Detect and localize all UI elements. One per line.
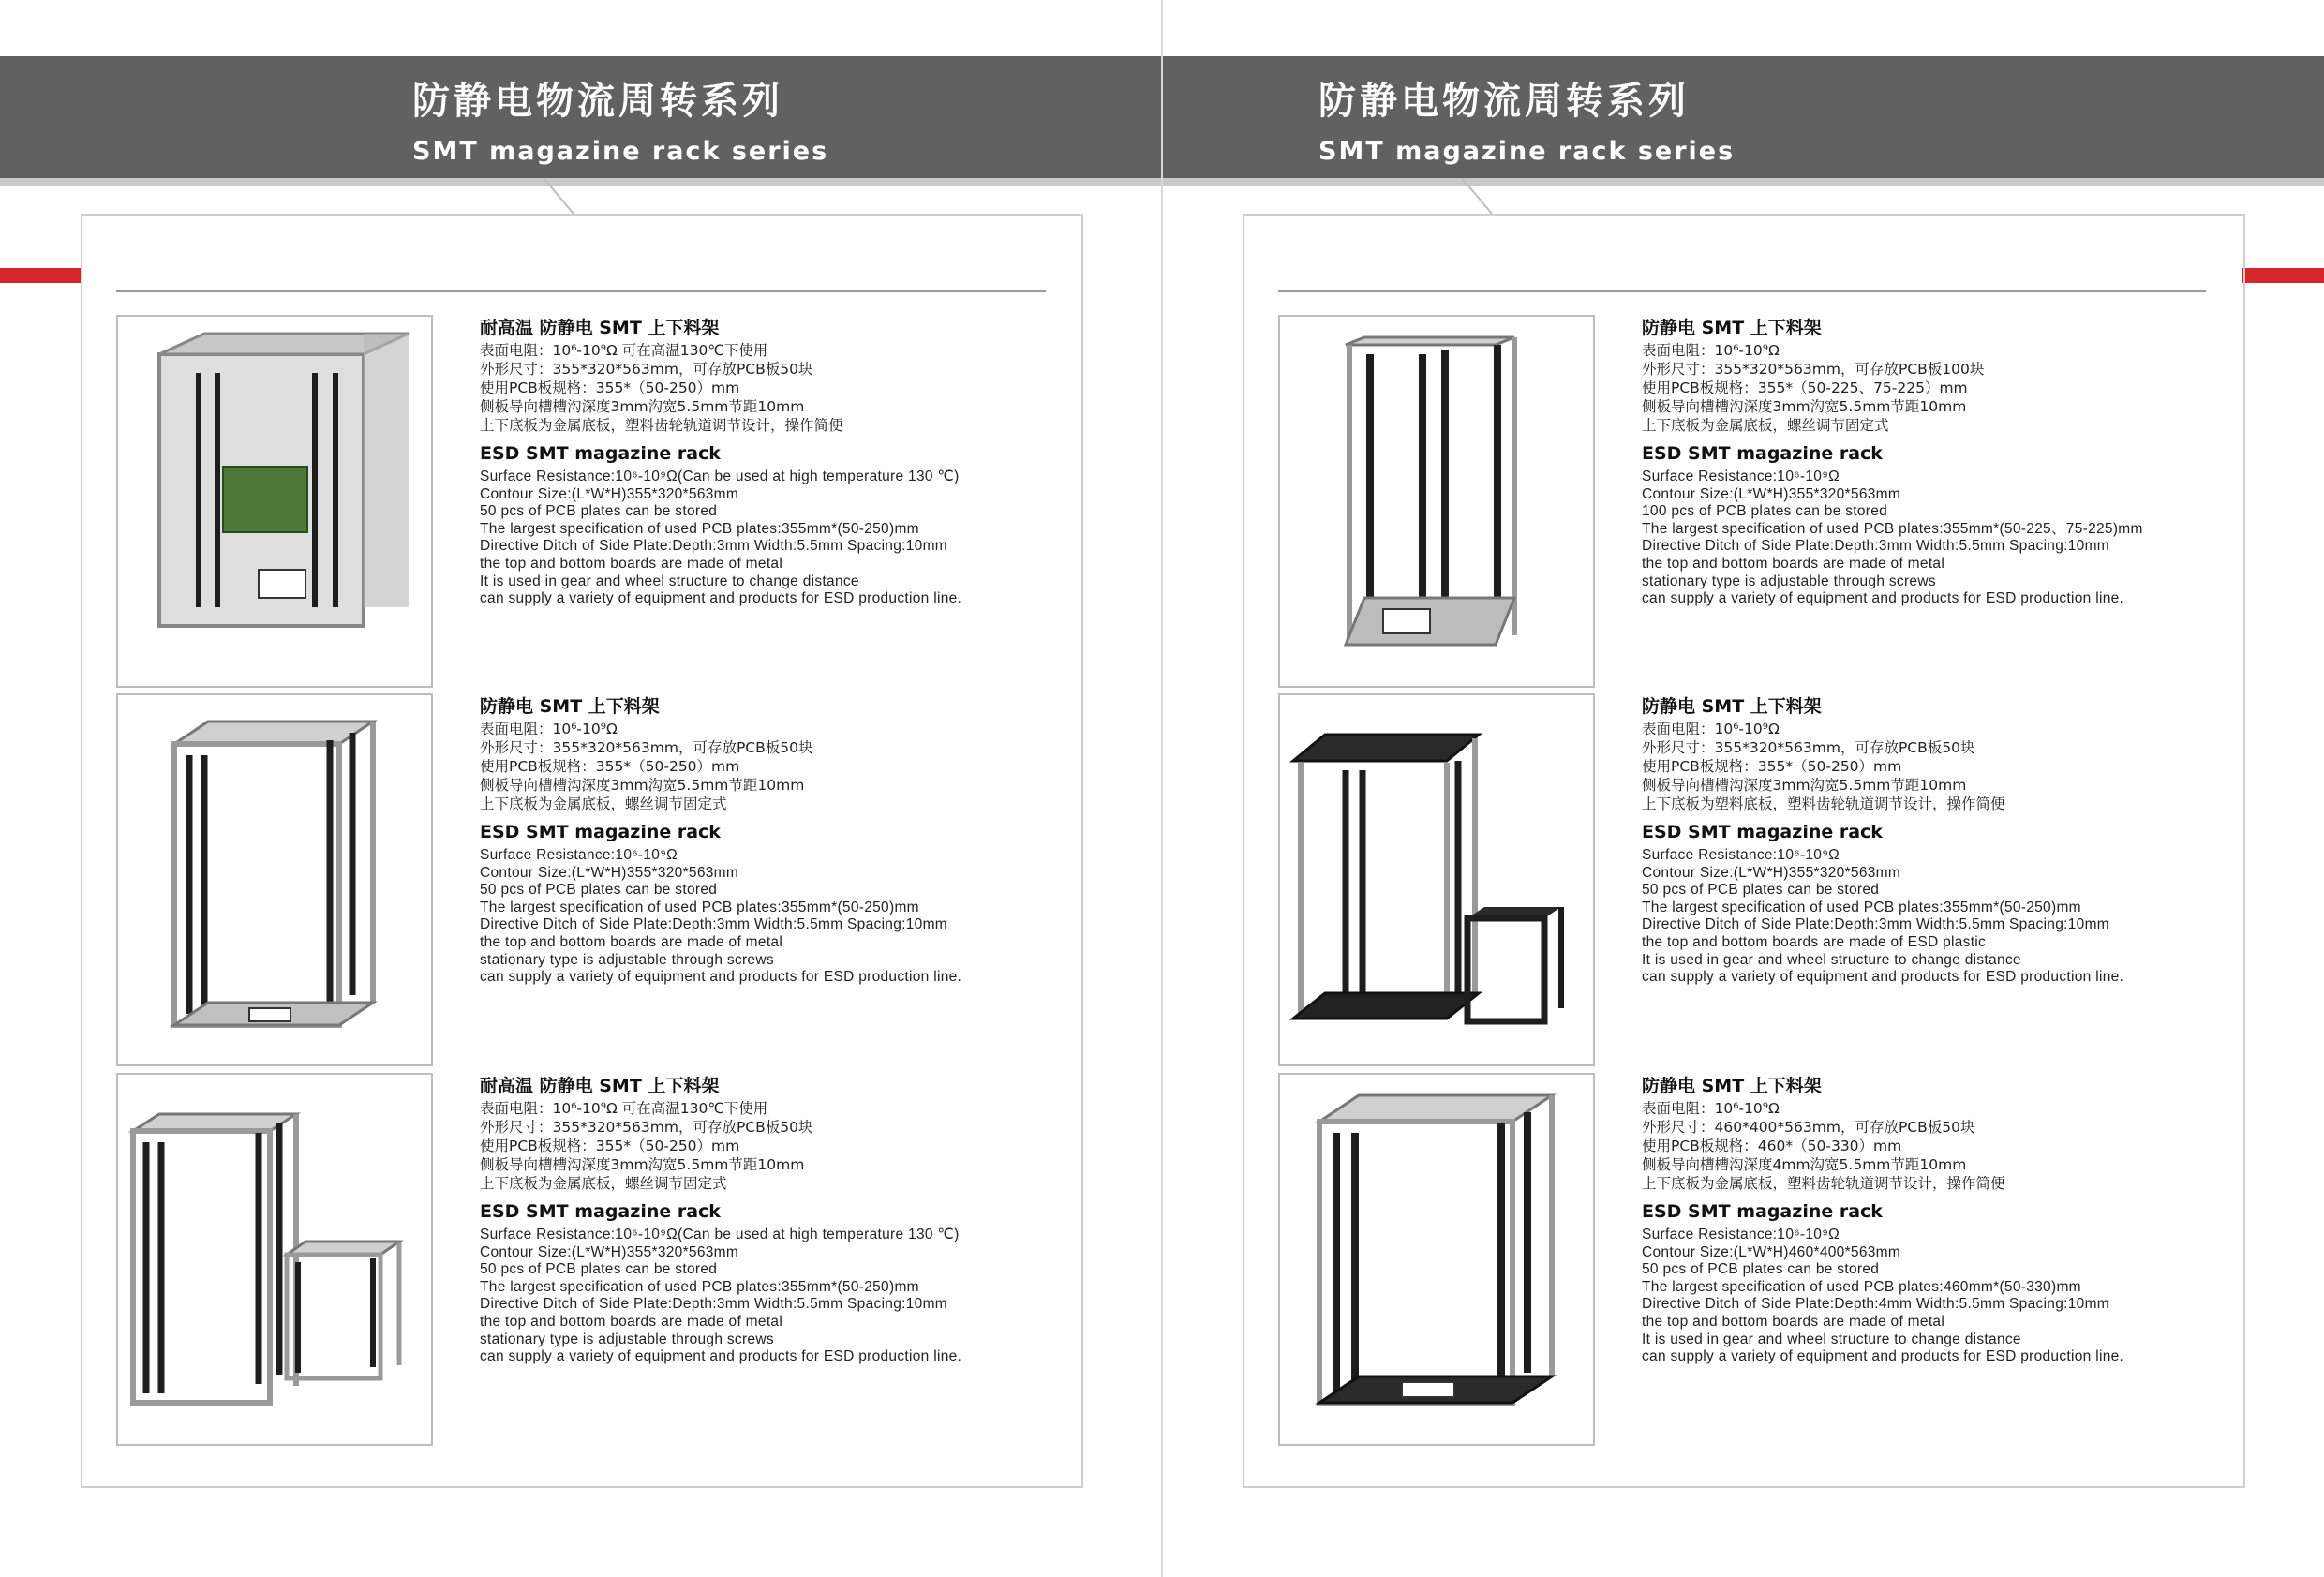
product-photo: [116, 315, 433, 688]
header-title-zh: 防静电物流周转系列: [412, 80, 783, 123]
spec-line-zh: 外形尺寸：460*400*563mm，可存放PCB板50块: [1642, 1119, 1975, 1136]
spec-line-en: Surface Resistance:10⁶-10⁹Ω: [480, 847, 678, 863]
spec-line-en: stationary type is adjustable through screws: [1642, 573, 1936, 589]
product-title-en: ESD SMT magazine rack: [1642, 1201, 1883, 1222]
spec-line-en: Surface Resistance:10⁶-10⁹Ω(Can be used at high temperature 130 ℃): [480, 1227, 960, 1242]
product-item: [1278, 693, 2215, 1066]
spec-line-zh: 表面电阻：10⁶-10⁹Ω: [1642, 342, 1780, 359]
product-photo: [1278, 1073, 1595, 1446]
magazine-rack-illustration: [1280, 695, 1593, 1064]
spec-line-zh: 外形尺寸：355*320*563mm，可存放PCB板50块: [480, 1119, 813, 1136]
product-text: [480, 693, 1042, 987]
spec-line-zh: 上下底板为金属底板，螺丝调节固定式: [480, 1175, 727, 1192]
spec-line-en: Contour Size:(L*W*H)355*320*563mm: [1642, 485, 1901, 502]
section-rule-right: [1278, 290, 2206, 292]
spec-line-en: The largest specification of used PCB plates:355mm*(50-250)mm: [480, 520, 919, 537]
spec-line-zh: 侧板导向槽槽沟深度3mm沟宽5.5mm节距10mm: [480, 1156, 805, 1173]
spec-line-en: Directive Ditch of Side Plate:Depth:3mm Width:5.5mm Spacing:10mm: [480, 538, 948, 555]
spec-line-zh: 侧板导向槽槽沟深度4mm沟宽5.5mm节距10mm: [1642, 1156, 1967, 1173]
spec-line-en: 50 pcs of PCB plates can be stored: [480, 1261, 718, 1278]
spec-line-en: Surface Resistance:10⁶-10⁹Ω(Can be used at high temperature 130 ℃): [480, 469, 960, 484]
header-title-en: SMT magazine rack series: [1318, 137, 1736, 166]
spec-line-zh: 侧板导向槽槽沟深度3mm沟宽5.5mm节距10mm: [1642, 777, 1967, 794]
spec-line-en: Surface Resistance:10⁶-10⁹Ω: [1642, 1227, 1840, 1242]
spec-line-en: Contour Size:(L*W*H)460*400*563mm: [1642, 1243, 1901, 1260]
spec-line-zh: 使用PCB板规格：460*（50-330）mm: [1642, 1138, 1902, 1154]
spec-line-en: can supply a variety of equipment and products for ESD production line.: [480, 1348, 962, 1365]
frame-notch-right: [1443, 178, 1518, 217]
spec-line-en: 50 pcs of PCB plates can be stored: [1642, 1261, 1880, 1278]
spec-line-zh: 使用PCB板规格：355*（50-250）mm: [480, 379, 740, 396]
product-title-en: ESD SMT magazine rack: [480, 443, 721, 464]
product-text: [480, 315, 1042, 608]
spec-line-zh: 使用PCB板规格：355*（50-250）mm: [480, 758, 740, 775]
spec-line-en: the top and bottom boards are made of ESD plastic: [1642, 933, 1987, 950]
accent-strip-right: [2242, 268, 2324, 283]
accent-strip-left: [0, 268, 81, 283]
product-text: [480, 1073, 1042, 1366]
product-text: [1642, 1073, 2204, 1366]
spec-line-zh: 表面电阻：10⁶-10⁹Ω 可在高温130℃下使用: [480, 1100, 768, 1117]
spec-line-en: The largest specification of used PCB plates:355mm*(50-250)mm: [1642, 899, 2081, 915]
spec-line-en: the top and bottom boards are made of metal: [480, 1313, 783, 1330]
spec-line-en: 50 pcs of PCB plates can be stored: [1642, 882, 1880, 899]
spec-line-zh: 表面电阻：10⁶-10⁹Ω: [1642, 1100, 1780, 1117]
magazine-rack-illustration: [118, 1075, 431, 1444]
spec-line-zh: 使用PCB板规格：355*（50-250）mm: [480, 1138, 740, 1154]
spec-line-en: It is used in gear and wheel structure to change distance: [1642, 1331, 2021, 1347]
spec-line-en: 100 pcs of PCB plates can be stored: [1642, 503, 1888, 520]
spec-line-en: The largest specification of used PCB plates:355mm*(50-225、75-225)mm: [1642, 520, 2143, 537]
product-title-zh: 防静电 SMT 上下料架: [1642, 696, 1822, 717]
section-rule-left: [116, 290, 1046, 292]
header-title-en: SMT magazine rack series: [412, 137, 829, 166]
spec-line-zh: 表面电阻：10⁶-10⁹Ω: [1642, 721, 1780, 737]
page-spine: [1161, 0, 1163, 1577]
spec-line-en: 50 pcs of PCB plates can be stored: [480, 503, 718, 520]
product-text: [1642, 693, 2204, 987]
spec-line-en: the top and bottom boards are made of metal: [480, 933, 783, 950]
product-item: [116, 315, 1053, 688]
spec-line-zh: 上下底板为金属底板，螺丝调节固定式: [1642, 417, 1889, 434]
product-text: [1642, 315, 2204, 608]
magazine-rack-illustration: [118, 317, 431, 686]
spec-line-en: stationary type is adjustable through screws: [480, 1331, 774, 1347]
spec-line-zh: 侧板导向槽槽沟深度3mm沟宽5.5mm节距10mm: [480, 398, 805, 415]
spec-line-en: Contour Size:(L*W*H)355*320*563mm: [1642, 864, 1901, 881]
spec-line-en: can supply a variety of equipment and products for ESD production line.: [480, 969, 962, 986]
spec-line-zh: 上下底板为塑料底板，塑料齿轮轨道调节设计，操作简便: [1642, 796, 2005, 812]
spec-line-en: The largest specification of used PCB plates:355mm*(50-250)mm: [480, 1278, 919, 1295]
spec-line-en: It is used in gear and wheel structure to change distance: [1642, 951, 2021, 968]
frame-notch-left: [525, 178, 600, 217]
spec-line-en: Directive Ditch of Side Plate:Depth:3mm Width:5.5mm Spacing:10mm: [480, 916, 948, 933]
product-title-en: ESD SMT magazine rack: [1642, 822, 1883, 842]
spec-line-zh: 侧板导向槽槽沟深度3mm沟宽5.5mm节距10mm: [1642, 398, 1967, 415]
spec-line-en: The largest specification of used PCB plates:355mm*(50-250)mm: [480, 899, 919, 915]
product-title-en: ESD SMT magazine rack: [480, 1201, 721, 1222]
spec-line-zh: 表面电阻：10⁶-10⁹Ω 可在高温130℃下使用: [480, 342, 768, 359]
product-photo: [116, 693, 433, 1066]
product-title-zh: 防静电 SMT 上下料架: [480, 696, 660, 717]
banner-shadow-right: [1163, 178, 2324, 186]
product-title-zh: 防静电 SMT 上下料架: [1642, 318, 1822, 338]
product-title-en: ESD SMT magazine rack: [480, 822, 721, 842]
magazine-rack-illustration: [1280, 1075, 1593, 1444]
spec-line-en: The largest specification of used PCB plates:460mm*(50-330)mm: [1642, 1278, 2081, 1295]
spec-line-en: Surface Resistance:10⁶-10⁹Ω: [1642, 469, 1840, 484]
product-title-en: ESD SMT magazine rack: [1642, 443, 1883, 464]
spec-line-en: can supply a variety of equipment and products for ESD production line.: [480, 590, 962, 607]
magazine-rack-illustration: [118, 695, 431, 1064]
spec-line-zh: 外形尺寸：355*320*563mm，可存放PCB板50块: [480, 739, 813, 756]
spec-line-zh: 上下底板为金属底板，塑料齿轮轨道调节设计，操作简便: [1642, 1175, 2005, 1192]
spec-line-en: Contour Size:(L*W*H)355*320*563mm: [480, 864, 739, 881]
spec-line-zh: 外形尺寸：355*320*563mm，可存放PCB板100块: [1642, 361, 1985, 378]
spec-line-en: 50 pcs of PCB plates can be stored: [480, 882, 718, 899]
product-title-zh: 耐高温 防静电 SMT 上下料架: [480, 1076, 720, 1096]
spec-line-zh: 上下底板为金属底板，塑料齿轮轨道调节设计，操作简便: [480, 417, 843, 434]
spec-line-en: the top and bottom boards are made of metal: [1642, 555, 1945, 572]
spec-line-en: Contour Size:(L*W*H)355*320*563mm: [480, 1243, 739, 1260]
product-title-zh: 耐高温 防静电 SMT 上下料架: [480, 318, 720, 338]
spec-line-zh: 外形尺寸：355*320*563mm，可存放PCB板50块: [480, 361, 813, 378]
spec-line-zh: 侧板导向槽槽沟深度3mm沟宽5.5mm节距10mm: [480, 777, 805, 794]
spec-line-en: Directive Ditch of Side Plate:Depth:3mm Width:5.5mm Spacing:10mm: [1642, 916, 2110, 933]
spec-line-en: can supply a variety of equipment and products for ESD production line.: [1642, 969, 2124, 986]
spec-line-en: Directive Ditch of Side Plate:Depth:3mm Width:5.5mm Spacing:10mm: [480, 1296, 948, 1313]
magazine-rack-illustration: [1280, 317, 1593, 686]
product-photo: [116, 1073, 433, 1446]
spec-line-en: the top and bottom boards are made of metal: [480, 555, 783, 572]
spec-line-en: can supply a variety of equipment and products for ESD production line.: [1642, 1348, 2124, 1365]
spec-line-en: Contour Size:(L*W*H)355*320*563mm: [480, 485, 739, 502]
spec-line-en: stationary type is adjustable through screws: [480, 951, 774, 968]
spec-line-zh: 使用PCB板规格：355*（50-225、75-225）mm: [1642, 379, 1968, 396]
product-item: [116, 693, 1053, 1066]
spec-line-en: It is used in gear and wheel structure to change distance: [480, 573, 859, 589]
product-title-zh: 防静电 SMT 上下料架: [1642, 1076, 1822, 1096]
spec-line-en: Directive Ditch of Side Plate:Depth:4mm Width:5.5mm Spacing:10mm: [1642, 1296, 2110, 1313]
spec-line-en: can supply a variety of equipment and products for ESD production line.: [1642, 590, 2124, 607]
spec-line-zh: 上下底板为金属底板，螺丝调节固定式: [480, 796, 727, 812]
spec-line-en: Directive Ditch of Side Plate:Depth:3mm Width:5.5mm Spacing:10mm: [1642, 538, 2110, 555]
product-photo: [1278, 315, 1595, 688]
header-title-zh: 防静电物流周转系列: [1318, 80, 1690, 123]
product-photo: [1278, 693, 1595, 1066]
product-item: [1278, 315, 2215, 688]
product-item: [1278, 1073, 2215, 1446]
spec-line-en: the top and bottom boards are made of metal: [1642, 1313, 1945, 1330]
product-item: [116, 1073, 1053, 1446]
spec-line-zh: 表面电阻：10⁶-10⁹Ω: [480, 721, 618, 737]
spec-line-zh: 使用PCB板规格：355*（50-250）mm: [1642, 758, 1902, 775]
spec-line-en: Surface Resistance:10⁶-10⁹Ω: [1642, 847, 1840, 863]
spec-line-zh: 外形尺寸：355*320*563mm，可存放PCB板50块: [1642, 739, 1975, 756]
